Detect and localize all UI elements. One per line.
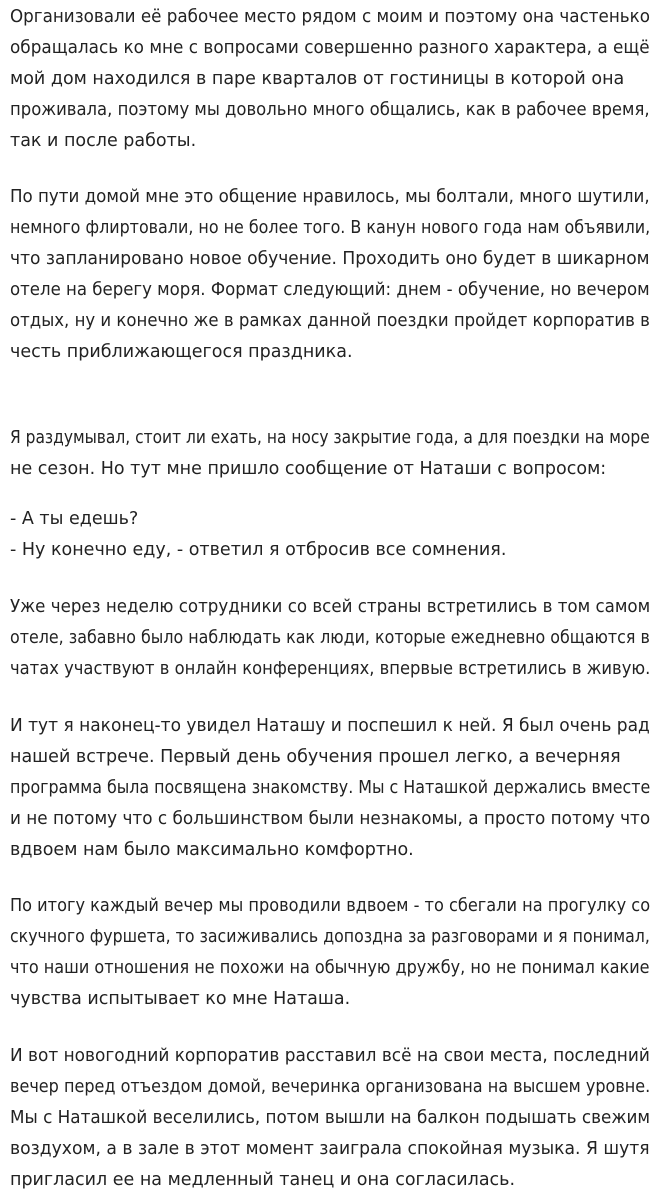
text-line: Организовали её рабочее место рядом с моим и поэтому она частенько — [10, 7, 651, 27]
text-line: так и после работы. — [10, 131, 197, 151]
text-line: Я раздумывал, стоит ли ехать, на носу закрытие года, а для поездки на море — [10, 428, 650, 448]
text-line: честь приближающегося праздника. — [10, 342, 353, 362]
text-line: отеле на берегу моря. Формат следующий: днем - обучение, но вечером — [10, 280, 650, 300]
text-line: не сезон. Но тут мне пришло сообщение от Наташи с вопросом: — [10, 459, 607, 479]
text-line: отдых, ну и конечно же в рамках данной поездки пройдет корпоратив в — [10, 311, 650, 331]
text-line: По пути домой мне это общение нравилось, мы болтали, много шутили, — [10, 187, 650, 207]
text-line: пригласил ее на медленный танец и она согласилась. — [10, 1170, 516, 1190]
text-line: вдвоем нам было максимально комфортно. — [10, 840, 414, 860]
text-line: что наши отношения не похожи на обычную дружбу, но не понимал какие — [10, 958, 650, 978]
text-line: обращалась ко мне с вопросами совершенно разного характера, а ещё — [10, 38, 650, 58]
text-line: воздухом, а в зале в этот момент заиграла спокойная музыка. Я шутя — [10, 1139, 650, 1159]
text-line: проживала, поэтому мы довольно много общались, как в рабочее время, — [10, 100, 650, 120]
text-line: немного флиртовали, но не более того. В канун нового года нам объявили, — [10, 218, 651, 238]
text-line: И вот новогодний корпоратив расставил всё на свои места, последний — [10, 1046, 650, 1066]
text-line: По итогу каждый вечер мы проводили вдвоем - то сбегали на прогулку со — [10, 896, 651, 916]
text-line: программа была посвящена знакомству. Мы с Наташкой держались вместе — [10, 778, 651, 798]
text-line: вечер перед отъездом домой, вечеринка организована на высшем уровне. — [10, 1077, 651, 1097]
text-line: чувства испытывает ко мне Наташа. — [10, 989, 351, 1009]
text-line: что запланировано новое обучение. Проходить оно будет в шикарном — [10, 249, 650, 269]
text-line: чатах участвуют в онлайн конференциях, впервые встретились в живую. — [10, 659, 651, 679]
text-line: нашей встрече. Первый день обучения прошел легко, а вечерняя — [10, 747, 621, 767]
dialogue-line: - А ты едешь? — [10, 509, 139, 529]
text-line: мой дом находился в паре кварталов от гостиницы в которой она — [10, 69, 625, 89]
text-line: И тут я наконец-то увидел Наташу и поспешил к ней. Я был очень рад — [10, 716, 650, 736]
dialogue-line: - Ну конечно еду, - ответил я отбросив все сомнения. — [10, 540, 507, 560]
text-line: и не потому что с большинством были незнакомы, а просто потому что — [10, 809, 651, 829]
text-line: Уже через неделю сотрудники со всей страны встретились в том самом — [10, 597, 651, 617]
text-line: скучного фуршета, то засиживались допоздна за разговорами и я понимал, — [10, 927, 650, 947]
text-line: Мы с Наташкой веселились, потом вышли на балкон подышать свежим — [10, 1108, 651, 1128]
text-line: отеле, забавно было наблюдать как люди, которые ежедневно общаются в — [10, 628, 650, 648]
